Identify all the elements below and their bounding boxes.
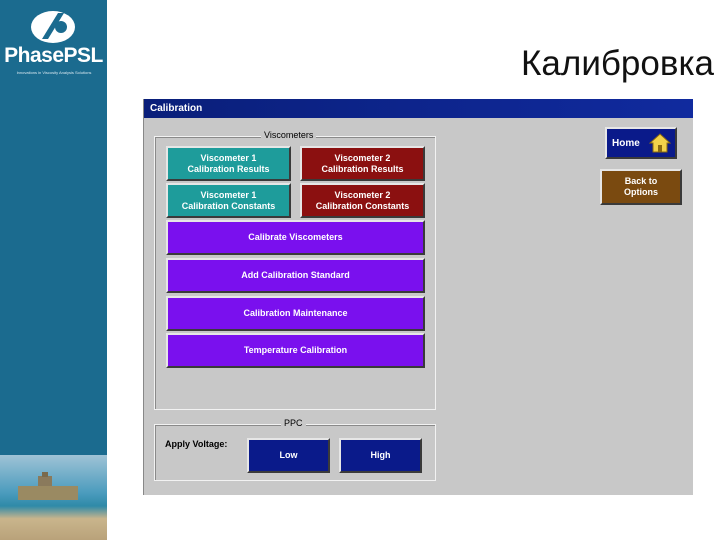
home-icon bbox=[649, 132, 671, 154]
viscometer-2-results-button[interactable]: Viscometer 2 Calibration Results bbox=[300, 146, 425, 181]
high-voltage-button[interactable]: High bbox=[339, 438, 422, 473]
calibration-maintenance-button[interactable]: Calibration Maintenance bbox=[166, 296, 425, 331]
calibration-window bbox=[143, 99, 693, 495]
back-to-options-button[interactable]: Back to Options bbox=[600, 169, 682, 205]
brand-name: PhasePSL bbox=[4, 44, 103, 67]
brand-sidebar bbox=[0, 0, 107, 540]
ppc-group-label: PPC bbox=[281, 418, 306, 428]
home-button-label: Home bbox=[612, 137, 640, 149]
viscometer-1-results-button[interactable]: Viscometer 1 Calibration Results bbox=[166, 146, 291, 181]
logo-mark-icon bbox=[28, 9, 78, 45]
add-calibration-standard-button[interactable]: Add Calibration Standard bbox=[166, 258, 425, 293]
ruins-image bbox=[18, 470, 78, 500]
apply-voltage-label: Apply Voltage: bbox=[165, 439, 228, 449]
home-button[interactable] bbox=[605, 127, 677, 159]
slide-title: Калибровка bbox=[521, 44, 714, 83]
temperature-calibration-button[interactable]: Temperature Calibration bbox=[166, 333, 425, 368]
viscometers-group-label: Viscometers bbox=[261, 130, 316, 140]
low-voltage-button[interactable]: Low bbox=[247, 438, 330, 473]
calibrate-viscometers-button[interactable]: Calibrate Viscometers bbox=[166, 220, 425, 255]
window-titlebar: Calibration bbox=[144, 99, 693, 118]
brand-tagline: Innovations in Viscosity Analysis Solutions bbox=[16, 70, 92, 75]
viscometer-2-constants-button[interactable]: Viscometer 2 Calibration Constants bbox=[300, 183, 425, 218]
viscometer-1-constants-button[interactable]: Viscometer 1 Calibration Constants bbox=[166, 183, 291, 218]
